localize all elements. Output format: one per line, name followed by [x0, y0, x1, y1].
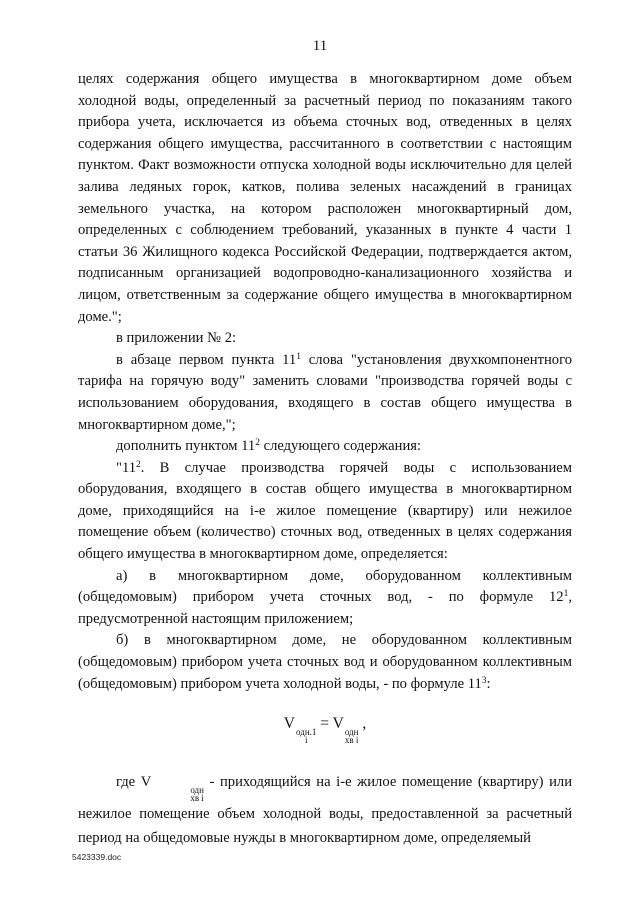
paragraph-appendix-heading: в приложении № 2: [116, 330, 237, 347]
document-footer-filename: 5423339.doc [72, 852, 122, 862]
paragraph-where-definition: где V одн хв i - приходящийся на i-е жилое помещение (квартиру) или нежилое помещение объем холодной воды, предоставленной за расчетный период на общедомовые нужды в многоквартирном доме, определяемый [78, 774, 573, 847]
paragraph-11-2-text: "$11^2$. В случае производства горячей воды с использованием оборудования, входящего в состав общего имущества в многоквартирном доме, приходящийся на i-е жилое помещение (квартиру) или нежилое помещение объем (количество) сточных вод, отведенных в целях содержания общего имущества в многоквартирном доме, определяется: [78, 459, 572, 563]
document-body [78, 69, 572, 850]
paragraph-add-11-2: дополнить пунктом $11^2$ следующего содержания: [116, 438, 422, 455]
formula-11-3: V одн.1 i = V одн хв i , [283, 715, 367, 746]
paragraph-item-b: б) в многоквартирном доме, не оборудованном коллективным (общедомовым) прибором учета сточных вод и оборудованном коллективным (общедомовым) прибором учета холодной воды, - по формуле $11^3$: [78, 632, 572, 692]
paragraph-item-a: а) в многоквартирном доме, оборудованном коллективным (общедомовым) прибором учета сточных вод, - по формуле $12^1$, предусмотренной настоящим приложением; [78, 567, 572, 627]
page-number: 11 [312, 38, 328, 54]
paragraph-continuation: целях содержания общего имущества в многоквартирном доме объем холодной воды, определенный за расчетный период по показаниям такого прибора учета, исключается из объема сточных вод, отведенных в целях содержания общего имущества, рассчитанного в соответствии с настоящим пунктом. Факт возможности отпуска холодной воды исключительно для целей залива ледяных горок, катков, полива зеленых насаждений в границах земельного участка, на котором расположен многоквартирный дом, определенных с соблюдением требований, указанных в пункте 4 части 1 статьи 36 Жилищного кодекса Российской Федерации, подтверждается актом, подписанным организацией водопроводно-канализационного хозяйства и лицом, ответственным за содержание общего имущества в многоквартирном доме."; [78, 71, 572, 325]
paragraph-amend-11-1: в абзаце первом пункта $11^1$ слова "установления двухкомпонентного тарифа на горячую воду" заменить словами "производства горячей воды с использованием оборудования, входящего в состав общего имущества в многоквартирном доме,"; [78, 351, 572, 433]
